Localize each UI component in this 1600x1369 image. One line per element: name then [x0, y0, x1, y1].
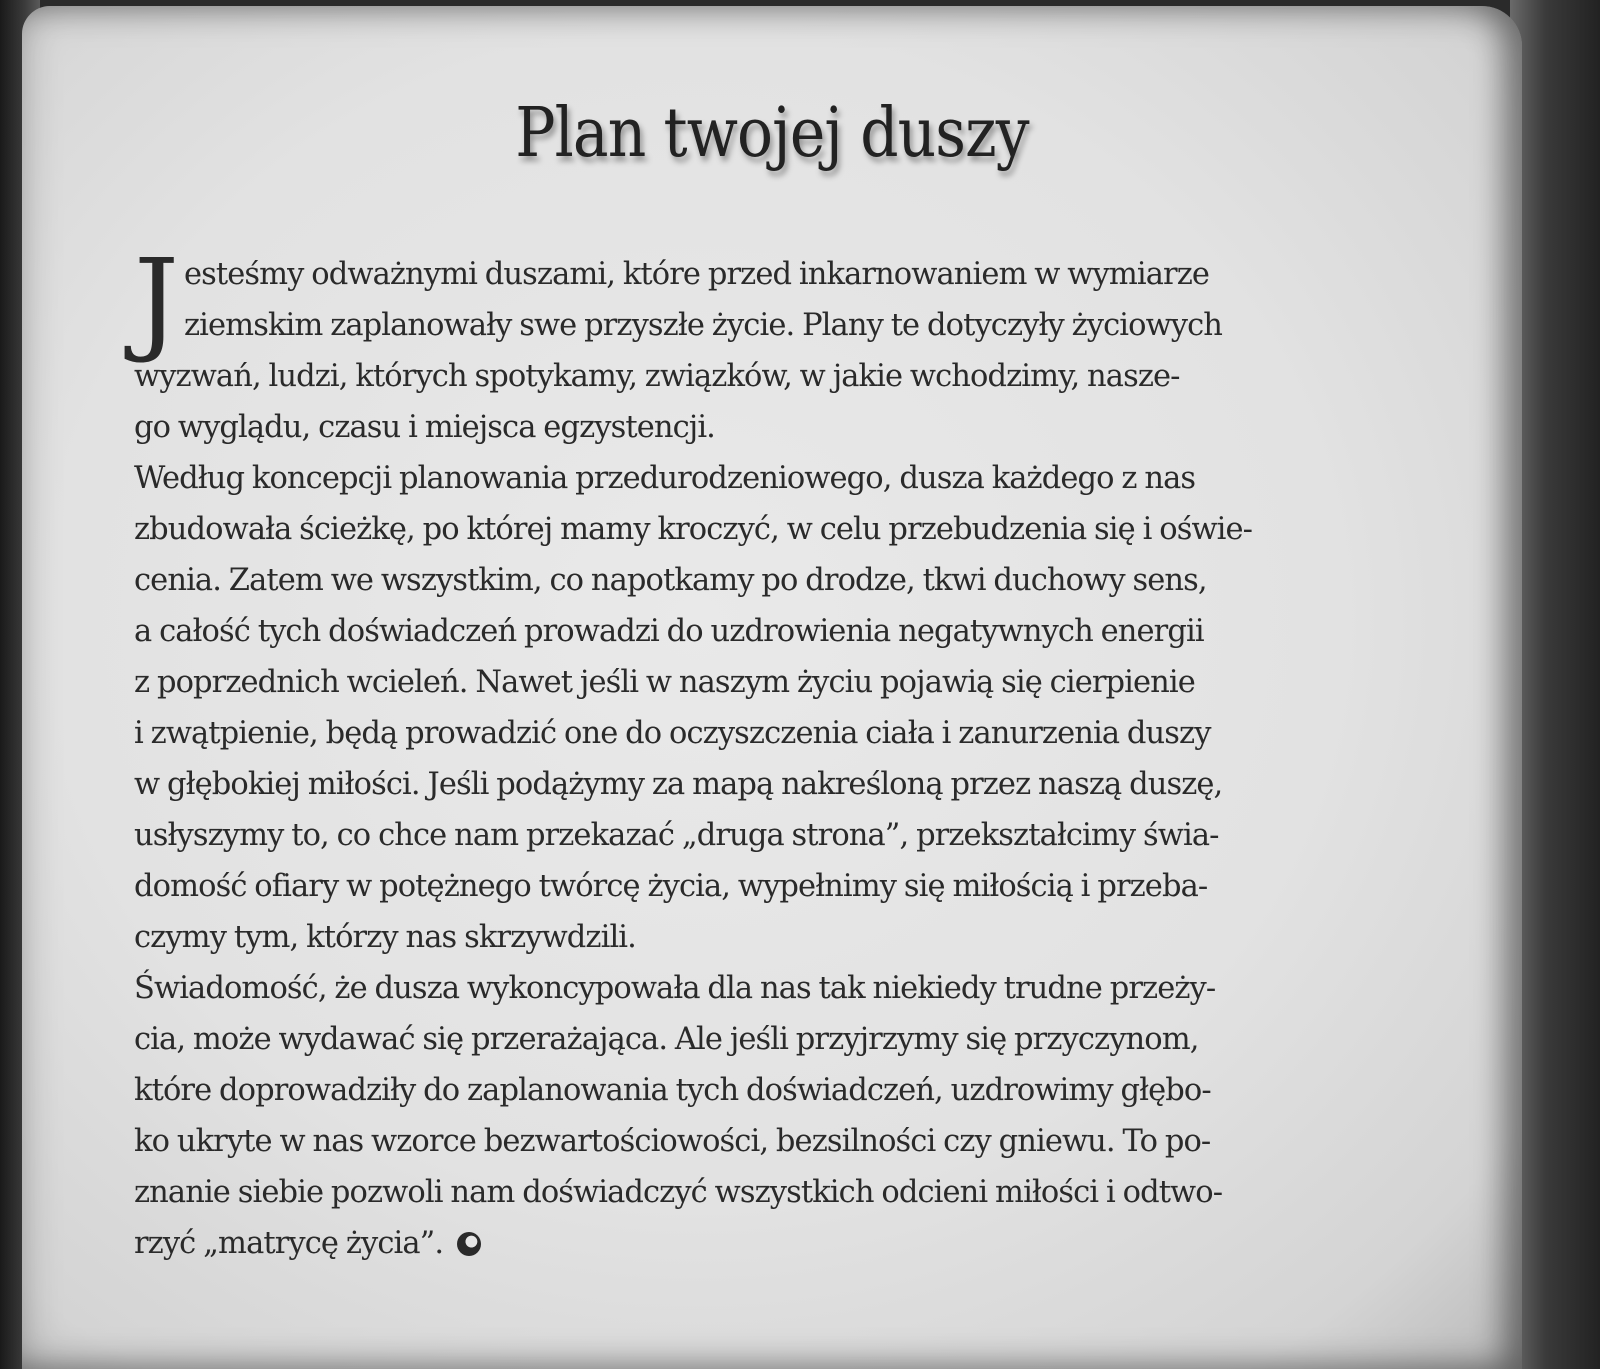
chapter-body — [134, 236, 1386, 1269]
text-line: ko ukryte w nas wzorce bezwartościowości, bezsilności czy gniewu. To po- — [134, 1124, 1211, 1159]
text-line: domość ofiary w potężnego twórcę życia, wypełnimy się miłością i przeba- — [134, 869, 1208, 904]
text-line: które doprowadziły do zaplanowania tych doświadczeń, uzdrowimy głębo- — [134, 1073, 1211, 1108]
end-of-chapter-ornament-icon — [457, 1232, 481, 1256]
paragraph-2 — [134, 453, 1386, 963]
text-line: zbudowała ścieżkę, po której mamy kroczyć, w celu przebudzenia się i oświe- — [134, 512, 1253, 547]
text-line-content: rzyć „matrycę życia”. — [134, 1226, 444, 1261]
last-text-line — [134, 1218, 1386, 1269]
book-cover-edge — [1510, 0, 1600, 1369]
text-line: ziemskim zaplanowały swe przyszłe życie. Plany te dotyczyły życiowych — [184, 308, 1223, 343]
text-line: go wyglądu, czasu i miejsca egzystencji. — [134, 410, 715, 445]
text-line: esteśmy odważnymi duszami, które przed inkarnowaniem w wymiarze — [184, 257, 1210, 292]
text-line: usłyszymy to, co chce nam przekazać „druga strona”, przekształcimy świa- — [134, 818, 1219, 853]
paragraph-3 — [134, 963, 1386, 1269]
paragraph-1 — [134, 236, 1386, 453]
text-line: w głębokiej miłości. Jeśli podążymy za mapą nakreśloną przez naszą duszę, — [134, 767, 1223, 802]
text-line: cenia. Zatem we wszystkim, co napotkamy po drodze, tkwi duchowy sens, — [134, 563, 1207, 598]
text-line: Według koncepcji planowania przedurodzeniowego, dusza każdego z nas — [134, 461, 1196, 496]
text-line: a całość tych doświadczeń prowadzi do uzdrowienia negatywnych energii — [134, 614, 1204, 649]
text-line: czymy tym, którzy nas skrzywdzili. — [134, 920, 636, 955]
text-line: z poprzednich wcieleń. Nawet jeśli w naszym życiu pojawią się cierpienie — [134, 665, 1195, 700]
book-page — [22, 6, 1522, 1369]
text-line: i zwątpienie, będą prowadzić one do oczyszczenia ciała i zanurzenia duszy — [134, 716, 1211, 751]
chapter-title: Plan twojej duszy — [515, 94, 1029, 173]
text-line: znanie siebie pozwoli nam doświadczyć wszystkich odcieni miłości i odtwo- — [134, 1175, 1223, 1210]
drop-cap: J — [134, 236, 178, 366]
text-line: cia, może wydawać się przerażająca. Ale jeśli przyjrzymy się przyczynom, — [134, 1022, 1199, 1057]
text-line: Świadomość, że dusza wykoncypowała dla nas tak niekiedy trudne przeży- — [134, 971, 1216, 1006]
text-line: wyzwań, ludzi, których spotykamy, związków, w jakie wchodzimy, nasze- — [134, 359, 1180, 394]
